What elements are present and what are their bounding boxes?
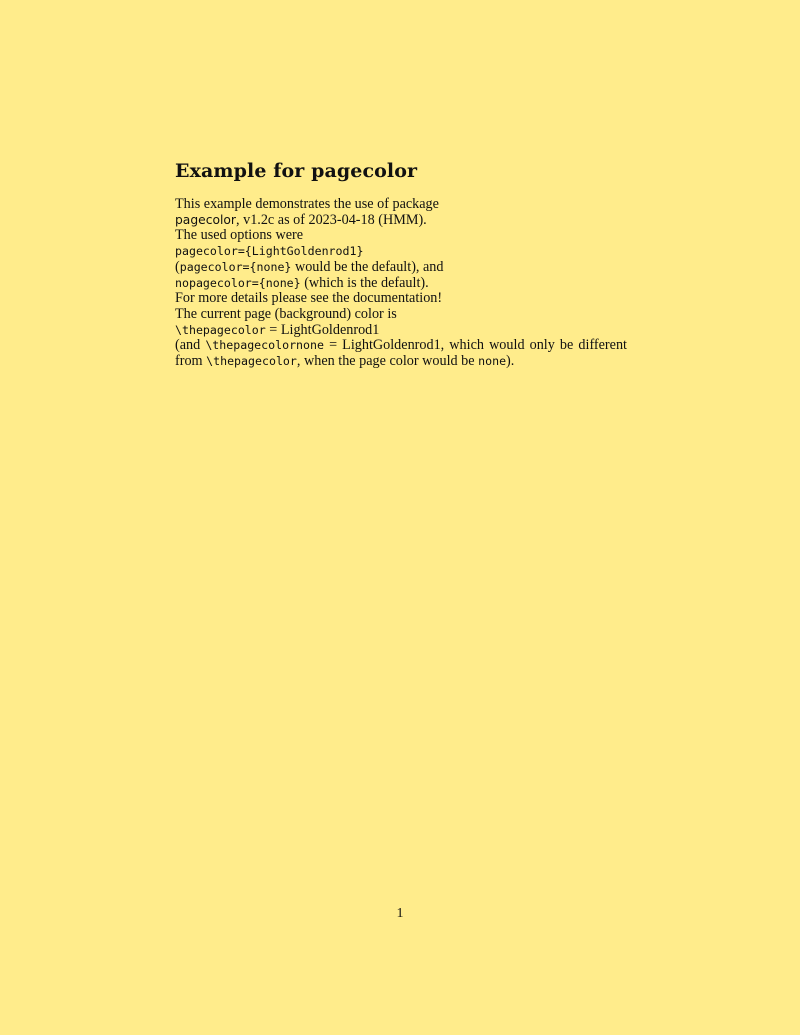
text-fragment: = LightGoldenrod1: [265, 321, 380, 338]
version-text: , v1.2c as of 2023-04-18 (HMM).: [236, 211, 427, 228]
nopagecolor-code: nopagecolor={none}: [175, 275, 301, 290]
thepagecolor-code: \thepagecolor: [206, 354, 297, 369]
text-fragment: , when the page color would be: [296, 353, 479, 370]
none-code: none: [478, 354, 507, 369]
text-line-9: [175, 323, 627, 339]
package-name: pagecolor: [175, 212, 236, 227]
page-content: [175, 157, 627, 370]
text-fragment: (which is the default).: [300, 274, 429, 291]
text-line-1: This example demonstrates the use of package: [175, 196, 439, 212]
default-option-code: pagecolor={none}: [179, 259, 292, 274]
body-text: [175, 197, 627, 370]
text-line-11: [175, 354, 627, 370]
text-fragment: from: [175, 353, 207, 370]
option-code: pagecolor={LightGoldenrod1}: [175, 244, 364, 259]
text-fragment: (and: [175, 337, 206, 354]
text-line-6: [175, 276, 627, 292]
text-fragment: = LightGoldenrod1, which would only be different: [323, 337, 627, 354]
text-fragment: (: [175, 258, 180, 275]
text-fragment: would be the default), and: [291, 258, 444, 275]
thepagecolor-code: \thepagecolor: [175, 322, 266, 337]
text-line-5: [175, 260, 627, 276]
text-fragment: ).: [506, 353, 515, 370]
text-line-3: The used options were: [175, 227, 304, 244]
document-title: Example for pagecolor: [175, 160, 418, 182]
text-line-4: [175, 244, 627, 260]
text-line-7: For more details please see the documentation!: [175, 290, 443, 307]
page-number: 1: [396, 906, 404, 921]
thepagecolornone-code: \thepagecolornone: [205, 338, 324, 353]
text-line-10: [175, 338, 627, 354]
text-line-8: The current page (background) color is: [175, 305, 397, 322]
text-line-2: [175, 213, 627, 229]
